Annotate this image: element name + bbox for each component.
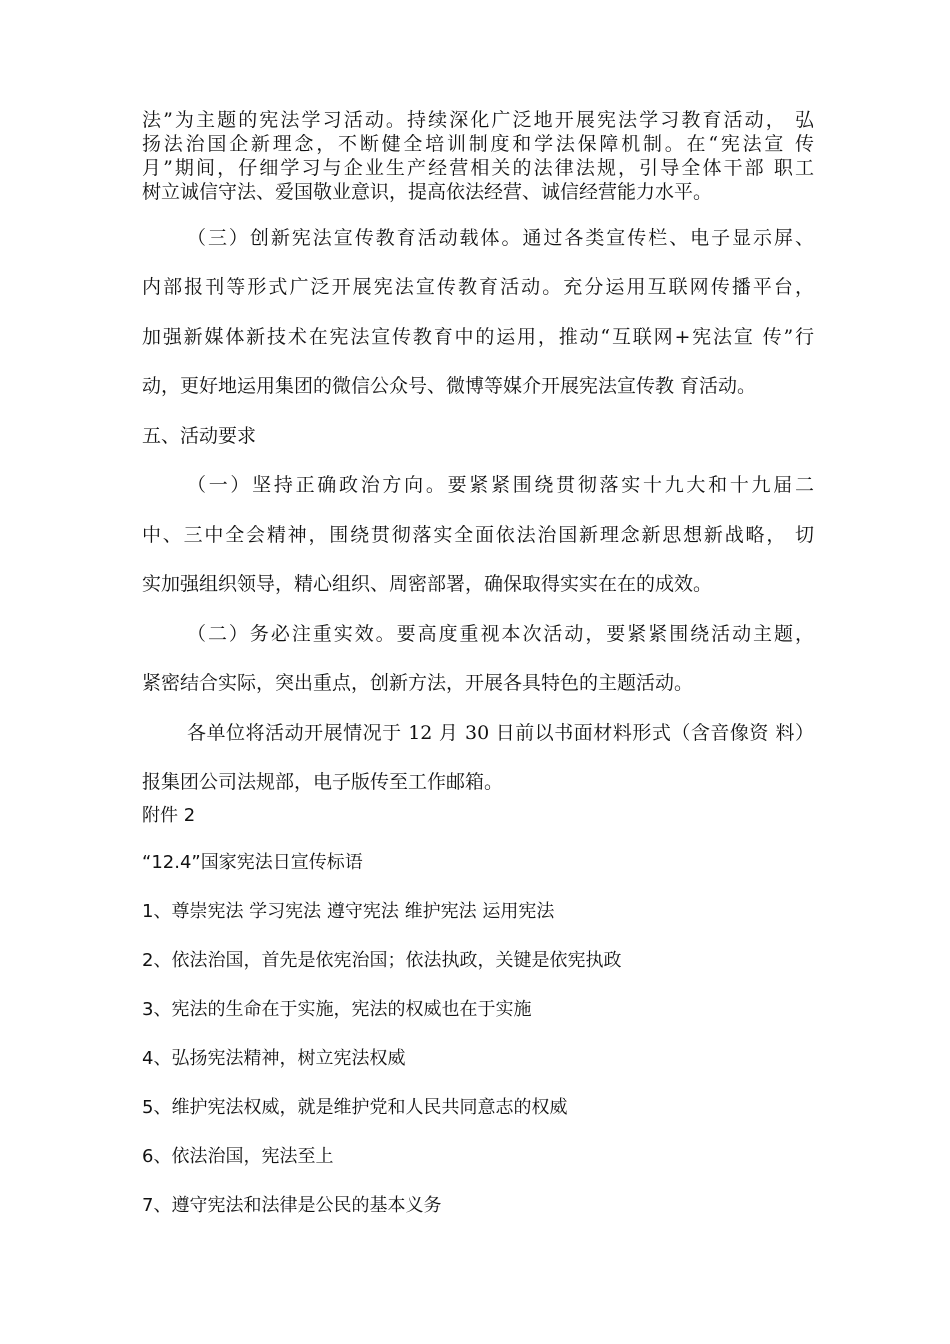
slogan-item: 3、宪法的生命在于实施，宪法的权威也在于实施: [142, 999, 532, 1020]
requirement-one-line: 中、三中全会精神，围绕贯彻落实全面依法治国新理念新思想新战略， 切: [142, 524, 814, 546]
submission-line: 报集团公司法规部，电子版传至工作邮箱。: [142, 771, 504, 793]
requirement-one-line: 实加强组织领导，精心组织、周密部署，确保取得实实在在的成效。: [142, 573, 713, 595]
slogan-item: 7、遵守宪法和法律是公民的基本义务: [142, 1195, 442, 1216]
attachment-label: 附件 2: [142, 805, 196, 826]
slogan-item: 2、依法治国，首先是依宪治国；依法执政，关键是依宪执政: [142, 950, 622, 971]
submission-line: 各单位将活动开展情况于 12 月 30 日前以书面材料形式（含音像资 料）: [187, 722, 814, 744]
section-three-line: 动，更好地运用集团的微信公众号、微博等媒介开展宪法宣传教 育活动。: [142, 375, 757, 397]
section-three-line: 加强新媒体新技术在宪法宣传教育中的运用，推动“互联网+宪法宣 传”行: [142, 326, 814, 348]
slogan-item: 4、弘扬宪法精神，树立宪法权威: [142, 1048, 406, 1069]
requirement-two-line: 紧密结合实际，突出重点，创新方法，开展各具特色的主题活动。: [142, 672, 694, 694]
dense-paragraph-line: 树立诚信守法、爱国敬业意识，提高依法经营、诚信经营能力水平。: [142, 181, 713, 203]
slogan-item: 1、尊崇宪法 学习宪法 遵守宪法 维护宪法 运用宪法: [142, 901, 555, 922]
slogan-item: 5、维护宪法权威，就是维护党和人民共同意志的权威: [142, 1097, 568, 1118]
requirement-one-line: （一）坚持正确政治方向。要紧紧围绕贯彻落实十九大和十九届二: [187, 474, 814, 496]
dense-paragraph-line: 扬法治国企新理念，不断健全培训制度和学法保障机制。在“宪法宣 传: [142, 133, 814, 155]
dense-paragraph-line: 法”为主题的宪法学习活动。持续深化广泛地开展宪法学习教育活动， 弘: [142, 109, 814, 131]
slogan-title: “12.4”国家宪法日宣传标语: [142, 852, 363, 873]
section-three-line: 内部报刊等形式广泛开展宪法宣传教育活动。充分运用互联网传播平台，: [142, 276, 814, 298]
section-three-line: （三）创新宪法宣传教育活动载体。通过各类宣传栏、电子显示屏、: [187, 227, 814, 249]
requirement-two-line: （二）务必注重实效。要高度重视本次活动，要紧紧围绕活动主题，: [187, 623, 814, 645]
slogan-item: 6、依法治国，宪法至上: [142, 1146, 334, 1167]
section-heading: 五、活动要求: [142, 425, 257, 447]
dense-paragraph-line: 月”期间，仔细学习与企业生产经营相关的法律法规，引导全体干部 职工: [142, 157, 814, 179]
